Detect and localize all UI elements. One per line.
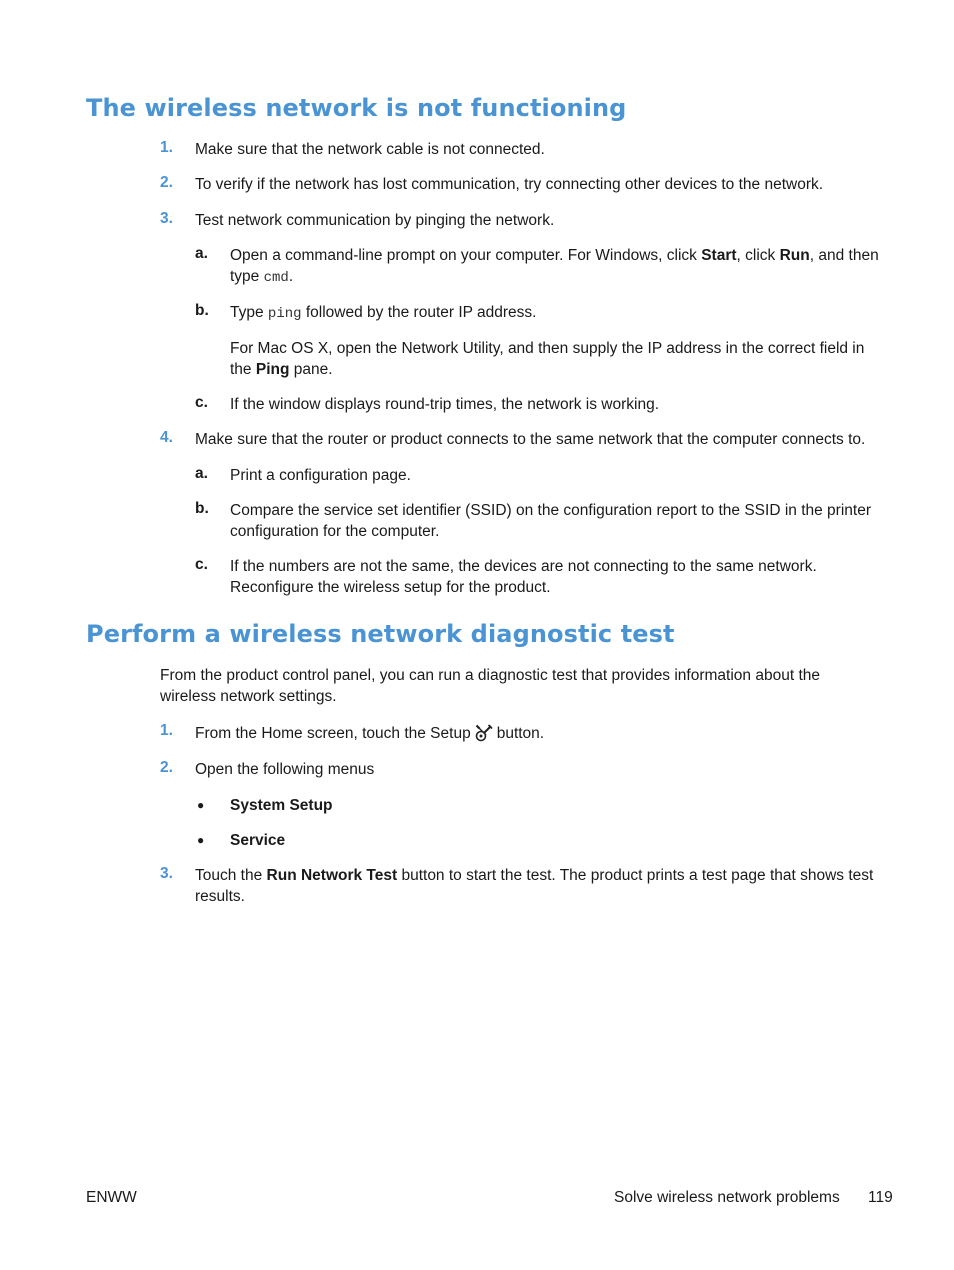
substep-letter: c. — [195, 556, 208, 573]
bullet: ● — [197, 798, 205, 812]
substep-text: Print a configuration page. — [230, 467, 411, 484]
step-text: From the Home screen, touch the Setup button. — [195, 723, 885, 749]
step-text: To verify if the network has lost communication, try connecting other devices to the network. — [195, 176, 824, 193]
bullet: ● — [197, 833, 205, 847]
substep-text: Type ping followed by the router IP address. — [230, 304, 537, 322]
step-number: 2. — [160, 174, 173, 191]
step-text: Make sure that the network cable is not connected. — [195, 141, 545, 158]
menu-item: System Setup — [230, 797, 333, 814]
step-text: Make sure that the router or product connects to the same network that the computer connects to. — [195, 431, 866, 448]
step-number: 3. — [160, 865, 173, 882]
substep-text: Compare the service set identifier (SSID) on the configuration report to the SSID in the printer configuration for the computer. — [230, 502, 871, 540]
step-number: 2. — [160, 759, 173, 776]
intro-paragraph: From the product control panel, you can run a diagnostic test that provides information about the wireless network settings. — [160, 667, 820, 705]
page-number: 119 — [868, 1189, 893, 1206]
step-number: 4. — [160, 429, 173, 446]
substep-letter: c. — [195, 394, 208, 411]
section-title: Perform a wireless network diagnostic test — [86, 620, 675, 648]
substep-note: For Mac OS X, open the Network Utility, and then supply the IP address in the correct field in the Ping pane. — [230, 340, 865, 378]
step-text: Test network communication by pinging the network. — [195, 212, 555, 229]
section-title: The wireless network is not functioning — [86, 94, 627, 122]
substep-text: If the numbers are not the same, the devices are not connecting to the same network. Reconfigure the wireless setup for the product. — [230, 558, 817, 596]
menu-item: Service — [230, 832, 286, 849]
substep-text: If the window displays round-trip times, the network is working. — [230, 396, 660, 413]
substep-letter: b. — [195, 302, 209, 319]
substep-letter: a. — [195, 245, 208, 262]
step-text: Open the following menus — [195, 761, 375, 778]
setup-wrench-icon — [474, 723, 494, 749]
substep-letter: b. — [195, 500, 209, 517]
step-number: 1. — [160, 722, 173, 739]
step-number: 3. — [160, 210, 173, 227]
substep-letter: a. — [195, 465, 208, 482]
step-number: 1. — [160, 139, 173, 156]
substep-text: Open a command-line prompt on your computer. For Windows, click Start, click Run, and then type cmd. — [230, 247, 879, 286]
footer-left: ENWW — [86, 1189, 137, 1206]
step-text: Touch the Run Network Test button to start the test. The product prints a test page that shows test results. — [195, 867, 874, 905]
footer-section: Solve wireless network problems — [614, 1189, 840, 1206]
